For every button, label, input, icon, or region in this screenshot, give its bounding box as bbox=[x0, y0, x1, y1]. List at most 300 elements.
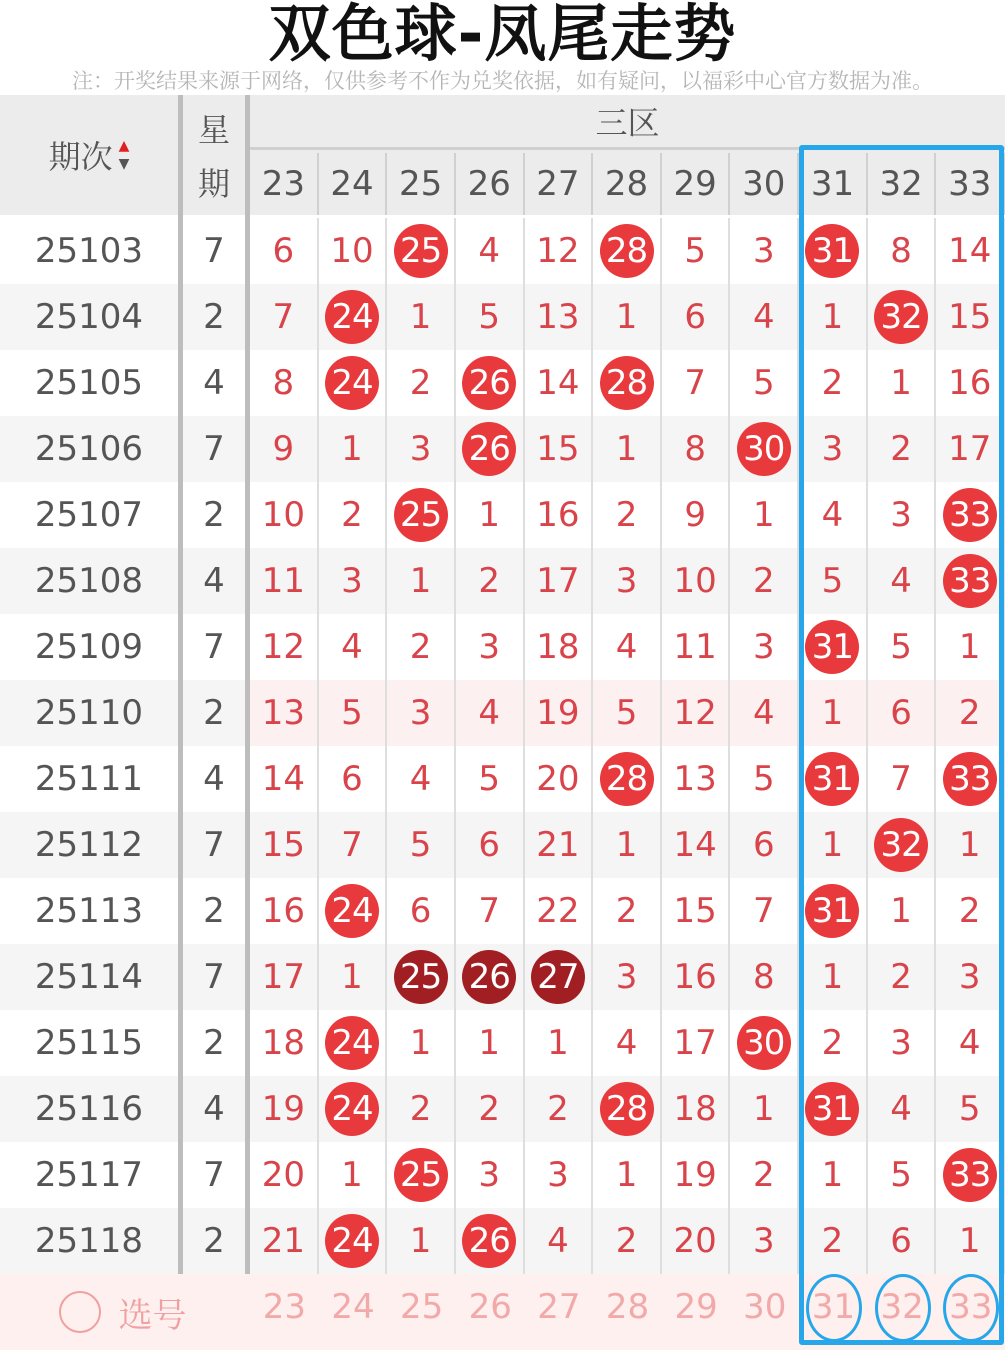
table-row bbox=[0, 218, 1005, 284]
number-header: 27 bbox=[525, 153, 594, 215]
period-cell: 25114 bbox=[34, 957, 144, 997]
table-header bbox=[0, 95, 1005, 215]
number-cells bbox=[250, 812, 1005, 878]
miss-count: 2 bbox=[730, 548, 799, 614]
disclaimer-note: 注：开奖结果来源于网络，仅供参考不作为兑奖依据，如有疑问，以福彩中心官方数据为准。 bbox=[72, 69, 933, 93]
number-cells bbox=[250, 350, 1005, 416]
week-cell: 7 bbox=[203, 1155, 225, 1195]
number-cells bbox=[250, 614, 1005, 680]
table-row bbox=[0, 1142, 1005, 1208]
hit-ball: 25 bbox=[394, 488, 448, 542]
miss-count: 3 bbox=[319, 548, 388, 614]
miss-count: 2 bbox=[319, 482, 388, 548]
miss-count: 4 bbox=[593, 1010, 662, 1076]
miss-count: 16 bbox=[525, 482, 594, 548]
miss-count: 1 bbox=[387, 1208, 456, 1274]
miss-count: 4 bbox=[319, 614, 388, 680]
miss-count: 10 bbox=[319, 218, 388, 284]
number-cell bbox=[868, 812, 937, 878]
miss-count: 4 bbox=[730, 680, 799, 746]
miss-count: 21 bbox=[525, 812, 594, 878]
miss-count: 1 bbox=[799, 944, 868, 1010]
miss-count: 19 bbox=[250, 1076, 319, 1142]
sort-up-icon: ▲ bbox=[118, 138, 130, 154]
miss-count: 3 bbox=[868, 1010, 937, 1076]
number-header: 24 bbox=[319, 153, 388, 215]
number-cells bbox=[250, 944, 1005, 1010]
week-cell: 2 bbox=[203, 297, 225, 337]
hit-ball: 26 bbox=[462, 356, 516, 410]
number-cell bbox=[730, 1010, 799, 1076]
sort-icon[interactable] bbox=[119, 137, 130, 173]
miss-count: 5 bbox=[868, 614, 937, 680]
hit-ball: 31 bbox=[805, 1082, 859, 1136]
pick-label: 选号 bbox=[118, 1295, 187, 1336]
miss-count: 4 bbox=[730, 284, 799, 350]
hit-ball: 31 bbox=[805, 224, 859, 278]
miss-count: 18 bbox=[662, 1076, 731, 1142]
pick-number-button[interactable]: 29 bbox=[674, 1287, 718, 1327]
radio-circle-icon bbox=[59, 1291, 101, 1333]
period-cell: 25108 bbox=[34, 561, 144, 601]
miss-count: 1 bbox=[799, 812, 868, 878]
number-cell bbox=[456, 1208, 525, 1274]
period-cell: 25105 bbox=[34, 363, 144, 403]
miss-count: 3 bbox=[387, 416, 456, 482]
hit-ball: 25 bbox=[394, 950, 448, 1004]
hit-ball: 27 bbox=[531, 950, 585, 1004]
miss-count: 15 bbox=[250, 812, 319, 878]
number-cell bbox=[456, 944, 525, 1010]
trend-table-body bbox=[0, 218, 1005, 1274]
miss-count: 4 bbox=[799, 482, 868, 548]
miss-count: 1 bbox=[456, 482, 525, 548]
number-cells bbox=[250, 878, 1005, 944]
table-row bbox=[0, 548, 1005, 614]
miss-count: 1 bbox=[319, 416, 388, 482]
number-cell bbox=[319, 350, 388, 416]
miss-count: 7 bbox=[250, 284, 319, 350]
miss-count: 1 bbox=[593, 284, 662, 350]
table-row bbox=[0, 680, 1005, 746]
number-cell bbox=[525, 944, 594, 1010]
number-cell bbox=[799, 614, 868, 680]
miss-count: 7 bbox=[868, 746, 937, 812]
miss-count: 9 bbox=[250, 416, 319, 482]
miss-count: 7 bbox=[662, 350, 731, 416]
number-header: 32 bbox=[868, 153, 937, 215]
miss-count: 1 bbox=[868, 350, 937, 416]
number-headers bbox=[250, 153, 1005, 215]
miss-count: 11 bbox=[662, 614, 731, 680]
week-cell: 4 bbox=[203, 561, 225, 601]
miss-count: 2 bbox=[936, 878, 1005, 944]
miss-count: 2 bbox=[799, 1010, 868, 1076]
miss-count: 17 bbox=[525, 548, 594, 614]
hit-ball: 33 bbox=[943, 554, 997, 608]
miss-count: 3 bbox=[730, 1208, 799, 1274]
hit-ball: 24 bbox=[325, 290, 379, 344]
number-cell bbox=[593, 218, 662, 284]
miss-count: 3 bbox=[593, 548, 662, 614]
miss-count: 2 bbox=[387, 1076, 456, 1142]
hit-ball: 24 bbox=[325, 1214, 379, 1268]
table-row bbox=[0, 878, 1005, 944]
hit-ball: 26 bbox=[462, 950, 516, 1004]
week-cell: 2 bbox=[203, 495, 225, 535]
pick-number-button[interactable]: 23 bbox=[262, 1287, 306, 1327]
miss-count: 4 bbox=[868, 1076, 937, 1142]
miss-count: 5 bbox=[387, 812, 456, 878]
miss-count: 22 bbox=[525, 878, 594, 944]
period-cell: 25107 bbox=[34, 495, 144, 535]
miss-count: 2 bbox=[593, 878, 662, 944]
hit-ball: 28 bbox=[600, 224, 654, 278]
miss-count: 4 bbox=[456, 680, 525, 746]
week-cell: 4 bbox=[203, 759, 225, 799]
miss-count: 17 bbox=[936, 416, 1005, 482]
table-row bbox=[0, 416, 1005, 482]
number-cell bbox=[799, 1076, 868, 1142]
miss-count: 6 bbox=[387, 878, 456, 944]
miss-count: 5 bbox=[730, 350, 799, 416]
pick-number-button[interactable]: 32 bbox=[880, 1287, 924, 1327]
miss-count: 8 bbox=[662, 416, 731, 482]
miss-count: 5 bbox=[730, 746, 799, 812]
hit-ball: 28 bbox=[600, 752, 654, 806]
number-cell bbox=[936, 548, 1005, 614]
table-row bbox=[0, 746, 1005, 812]
miss-count: 7 bbox=[456, 878, 525, 944]
period-cell: 25109 bbox=[34, 627, 144, 667]
miss-count: 4 bbox=[456, 218, 525, 284]
miss-count: 1 bbox=[525, 1010, 594, 1076]
miss-count: 2 bbox=[387, 614, 456, 680]
miss-count: 1 bbox=[593, 812, 662, 878]
column-divider bbox=[245, 95, 250, 1350]
table-row bbox=[0, 1010, 1005, 1076]
period-cell: 25110 bbox=[34, 693, 144, 733]
miss-count: 13 bbox=[525, 284, 594, 350]
period-cell: 25116 bbox=[34, 1089, 144, 1129]
number-cell bbox=[319, 1076, 388, 1142]
miss-count: 10 bbox=[662, 548, 731, 614]
miss-count: 1 bbox=[593, 1142, 662, 1208]
number-cells bbox=[250, 1142, 1005, 1208]
number-cell bbox=[593, 1076, 662, 1142]
miss-count: 15 bbox=[525, 416, 594, 482]
miss-count: 7 bbox=[730, 878, 799, 944]
miss-count: 21 bbox=[250, 1208, 319, 1274]
table-row bbox=[0, 812, 1005, 878]
miss-count: 1 bbox=[387, 548, 456, 614]
hit-ball: 24 bbox=[325, 356, 379, 410]
miss-count: 3 bbox=[730, 614, 799, 680]
hit-ball: 30 bbox=[737, 422, 791, 476]
period-cell: 25112 bbox=[34, 825, 144, 865]
number-header: 31 bbox=[799, 153, 868, 215]
number-header: 33 bbox=[936, 153, 1005, 215]
miss-count: 1 bbox=[799, 284, 868, 350]
period-header-label: 期次 bbox=[48, 138, 113, 176]
miss-count: 6 bbox=[730, 812, 799, 878]
miss-count: 1 bbox=[730, 482, 799, 548]
miss-count: 1 bbox=[387, 1010, 456, 1076]
week-cell: 2 bbox=[203, 1023, 225, 1063]
number-header: 30 bbox=[730, 153, 799, 215]
miss-count: 5 bbox=[936, 1076, 1005, 1142]
highlight-circle bbox=[943, 1274, 999, 1342]
week-cell: 4 bbox=[203, 363, 225, 403]
week-header bbox=[183, 95, 245, 215]
miss-count: 18 bbox=[525, 614, 594, 680]
miss-count: 4 bbox=[525, 1208, 594, 1274]
period-cell: 25104 bbox=[34, 297, 144, 337]
miss-count: 7 bbox=[319, 812, 388, 878]
miss-count: 5 bbox=[456, 284, 525, 350]
miss-count: 2 bbox=[387, 350, 456, 416]
miss-count: 12 bbox=[525, 218, 594, 284]
miss-count: 6 bbox=[250, 218, 319, 284]
miss-count: 13 bbox=[250, 680, 319, 746]
number-cell bbox=[799, 878, 868, 944]
period-cell: 25117 bbox=[34, 1155, 144, 1195]
miss-count: 2 bbox=[868, 944, 937, 1010]
highlight-circle bbox=[806, 1274, 862, 1342]
miss-count: 2 bbox=[868, 416, 937, 482]
miss-count: 2 bbox=[799, 350, 868, 416]
period-cell: 25118 bbox=[34, 1221, 144, 1261]
week-cell: 2 bbox=[203, 693, 225, 733]
period-cell: 25106 bbox=[34, 429, 144, 469]
miss-count: 19 bbox=[525, 680, 594, 746]
hit-ball: 24 bbox=[325, 884, 379, 938]
miss-count: 1 bbox=[936, 614, 1005, 680]
number-cell bbox=[799, 746, 868, 812]
miss-count: 6 bbox=[868, 680, 937, 746]
hit-ball: 25 bbox=[394, 224, 448, 278]
number-cell bbox=[868, 284, 937, 350]
miss-count: 3 bbox=[387, 680, 456, 746]
hit-ball: 26 bbox=[462, 1214, 516, 1268]
miss-count: 1 bbox=[319, 1142, 388, 1208]
miss-count: 3 bbox=[730, 218, 799, 284]
number-header: 28 bbox=[593, 153, 662, 215]
miss-count: 9 bbox=[662, 482, 731, 548]
miss-count: 17 bbox=[662, 1010, 731, 1076]
number-cells bbox=[250, 1208, 1005, 1274]
page-title: 双色球-凤尾走势 bbox=[268, 0, 737, 70]
week-cell: 7 bbox=[203, 825, 225, 865]
week-cell: 7 bbox=[203, 957, 225, 997]
number-cell bbox=[456, 350, 525, 416]
pick-number-button[interactable]: 24 bbox=[331, 1287, 375, 1327]
number-cell bbox=[319, 1010, 388, 1076]
miss-count: 1 bbox=[319, 944, 388, 1010]
table-row bbox=[0, 614, 1005, 680]
table-row bbox=[0, 1076, 1005, 1142]
miss-count: 13 bbox=[662, 746, 731, 812]
number-header: 23 bbox=[250, 153, 319, 215]
number-cell bbox=[799, 218, 868, 284]
hit-ball: 30 bbox=[737, 1016, 791, 1070]
pick-number-button[interactable]: 28 bbox=[605, 1287, 650, 1327]
week-cell: 4 bbox=[203, 1089, 225, 1129]
number-cells bbox=[250, 548, 1005, 614]
miss-count: 6 bbox=[456, 812, 525, 878]
week-header-char: 星 bbox=[197, 111, 230, 149]
highlight-circle bbox=[875, 1274, 931, 1342]
number-header: 29 bbox=[662, 153, 731, 215]
sort-down-icon: ▼ bbox=[118, 156, 130, 172]
miss-count: 8 bbox=[730, 944, 799, 1010]
miss-count: 1 bbox=[936, 1208, 1005, 1274]
miss-count: 2 bbox=[525, 1076, 594, 1142]
miss-count: 10 bbox=[250, 482, 319, 548]
hit-ball: 25 bbox=[394, 1148, 448, 1202]
pick-number-button[interactable]: 33 bbox=[949, 1287, 993, 1327]
hit-ball: 33 bbox=[943, 1148, 997, 1202]
miss-count: 4 bbox=[387, 746, 456, 812]
table-row bbox=[0, 284, 1005, 350]
miss-count: 5 bbox=[662, 218, 731, 284]
period-cell: 25113 bbox=[34, 891, 144, 931]
number-cells bbox=[250, 680, 1005, 746]
miss-count: 2 bbox=[936, 680, 1005, 746]
number-cell bbox=[319, 1208, 388, 1274]
period-cell: 25111 bbox=[34, 759, 144, 799]
number-cell bbox=[456, 416, 525, 482]
miss-count: 3 bbox=[593, 944, 662, 1010]
miss-count: 18 bbox=[250, 1010, 319, 1076]
miss-count: 12 bbox=[250, 614, 319, 680]
miss-count: 1 bbox=[593, 416, 662, 482]
week-cell: 2 bbox=[203, 891, 225, 931]
number-cell bbox=[387, 218, 456, 284]
hit-ball: 33 bbox=[943, 488, 997, 542]
miss-count: 1 bbox=[936, 812, 1005, 878]
number-cell bbox=[936, 482, 1005, 548]
week-cell: 2 bbox=[203, 1221, 225, 1261]
pick-number-button[interactable]: 31 bbox=[811, 1287, 856, 1327]
pick-button[interactable] bbox=[0, 1274, 245, 1350]
miss-count: 17 bbox=[250, 944, 319, 1010]
hit-ball: 31 bbox=[805, 620, 859, 674]
hit-ball: 32 bbox=[874, 290, 928, 344]
miss-count: 2 bbox=[730, 1142, 799, 1208]
miss-count: 4 bbox=[936, 1010, 1005, 1076]
miss-count: 6 bbox=[319, 746, 388, 812]
column-divider bbox=[178, 95, 183, 1275]
miss-count: 1 bbox=[799, 680, 868, 746]
week-cell: 7 bbox=[203, 231, 225, 271]
number-cell bbox=[319, 284, 388, 350]
miss-count: 1 bbox=[868, 878, 937, 944]
number-cell bbox=[730, 416, 799, 482]
miss-count: 2 bbox=[593, 1208, 662, 1274]
miss-count: 14 bbox=[662, 812, 731, 878]
miss-count: 5 bbox=[319, 680, 388, 746]
miss-count: 20 bbox=[662, 1208, 731, 1274]
number-cells bbox=[250, 1076, 1005, 1142]
miss-count: 8 bbox=[868, 218, 937, 284]
miss-count: 16 bbox=[662, 944, 731, 1010]
miss-count: 14 bbox=[936, 218, 1005, 284]
period-cell: 25115 bbox=[34, 1023, 144, 1063]
miss-count: 4 bbox=[593, 614, 662, 680]
number-cells bbox=[250, 416, 1005, 482]
pick-number-button[interactable]: 25 bbox=[399, 1287, 444, 1327]
miss-count: 5 bbox=[593, 680, 662, 746]
miss-count: 5 bbox=[456, 746, 525, 812]
hit-ball: 24 bbox=[325, 1016, 379, 1070]
miss-count: 5 bbox=[799, 548, 868, 614]
number-cell bbox=[387, 944, 456, 1010]
number-cells bbox=[250, 482, 1005, 548]
miss-count: 3 bbox=[799, 416, 868, 482]
week-cell: 7 bbox=[203, 429, 225, 469]
miss-count: 16 bbox=[936, 350, 1005, 416]
period-cell: 25103 bbox=[34, 231, 144, 271]
hit-ball: 26 bbox=[462, 422, 516, 476]
table-row bbox=[0, 482, 1005, 548]
number-cell bbox=[936, 1142, 1005, 1208]
miss-count: 12 bbox=[662, 680, 731, 746]
miss-count: 1 bbox=[730, 1076, 799, 1142]
miss-count: 2 bbox=[456, 1076, 525, 1142]
table-row bbox=[0, 350, 1005, 416]
pick-number-button[interactable]: 27 bbox=[537, 1287, 581, 1327]
miss-count: 2 bbox=[456, 548, 525, 614]
period-header[interactable] bbox=[0, 95, 178, 215]
number-cells bbox=[250, 1010, 1005, 1076]
hit-ball: 28 bbox=[600, 1082, 654, 1136]
table-row bbox=[0, 944, 1005, 1010]
number-cells bbox=[250, 284, 1005, 350]
miss-count: 2 bbox=[593, 482, 662, 548]
miss-count: 2 bbox=[799, 1208, 868, 1274]
number-cells bbox=[250, 218, 1005, 284]
miss-count: 1 bbox=[456, 1010, 525, 1076]
hit-ball: 28 bbox=[600, 356, 654, 410]
hit-ball: 33 bbox=[943, 752, 997, 806]
miss-count: 3 bbox=[456, 1142, 525, 1208]
miss-count: 11 bbox=[250, 548, 319, 614]
hit-ball: 31 bbox=[805, 752, 859, 806]
number-cell bbox=[387, 482, 456, 548]
miss-count: 1 bbox=[799, 1142, 868, 1208]
hit-ball: 24 bbox=[325, 1082, 379, 1136]
miss-count: 6 bbox=[662, 284, 731, 350]
miss-count: 15 bbox=[936, 284, 1005, 350]
miss-count: 8 bbox=[250, 350, 319, 416]
miss-count: 4 bbox=[868, 548, 937, 614]
week-cell: 7 bbox=[203, 627, 225, 667]
pick-number-button[interactable]: 26 bbox=[468, 1287, 512, 1327]
hit-ball: 31 bbox=[805, 884, 859, 938]
pick-number-button[interactable]: 30 bbox=[743, 1287, 787, 1327]
number-header: 26 bbox=[456, 153, 525, 215]
number-cell bbox=[387, 1142, 456, 1208]
zone-header: 三区 bbox=[250, 95, 1005, 150]
miss-count: 3 bbox=[936, 944, 1005, 1010]
miss-count: 6 bbox=[868, 1208, 937, 1274]
table-row bbox=[0, 1208, 1005, 1274]
miss-count: 19 bbox=[662, 1142, 731, 1208]
number-cell bbox=[593, 746, 662, 812]
number-header: 25 bbox=[387, 153, 456, 215]
number-cell bbox=[936, 746, 1005, 812]
